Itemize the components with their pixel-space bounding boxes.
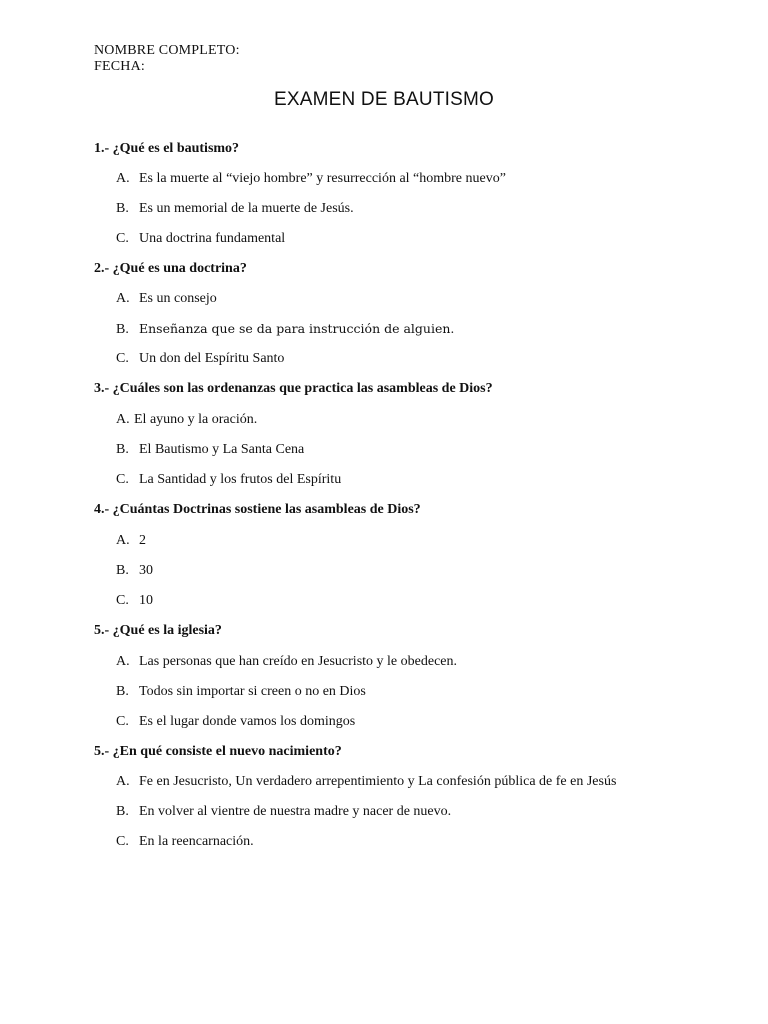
option-text: 2 bbox=[139, 533, 146, 548]
option-letter: C. bbox=[116, 593, 129, 608]
option-letter: B. bbox=[116, 322, 129, 337]
option-text: Es un consejo bbox=[139, 291, 217, 306]
option-letter: B. bbox=[116, 684, 129, 699]
option-letter: B. bbox=[116, 442, 129, 457]
question-4: 4.- ¿Cuántas Doctrinas sostiene las asambleas de Dios? bbox=[94, 502, 421, 517]
question-4-option-a bbox=[116, 532, 146, 550]
question-2-option-c bbox=[116, 350, 284, 368]
option-text: Un don del Espíritu Santo bbox=[139, 351, 285, 366]
option-letter: C. bbox=[116, 351, 129, 366]
option-letter: C. bbox=[116, 472, 129, 487]
option-text: Enseñanza que se da para instrucción de alguien. bbox=[139, 321, 455, 336]
question-4-option-c bbox=[116, 592, 153, 610]
option-letter: B. bbox=[116, 804, 129, 819]
question-3-option-a bbox=[116, 411, 257, 429]
page-title: EXAMEN DE BAUTISMO bbox=[273, 89, 495, 110]
option-text: Las personas que han creído en Jesucristo y le obedecen. bbox=[139, 654, 457, 669]
question-2-option-b bbox=[116, 320, 454, 339]
option-text: En volver al vientre de nuestra madre y nacer de nuevo. bbox=[139, 804, 452, 819]
question-5-option-c bbox=[116, 713, 355, 731]
date-field-label: FECHA: bbox=[94, 59, 145, 74]
option-letter: A. bbox=[116, 412, 130, 427]
question-4-option-b bbox=[116, 562, 153, 580]
option-letter: C. bbox=[116, 834, 129, 849]
option-text: Fe en Jesucristo, Un verdadero arrepentimiento y La confesión pública de fe en Jesús bbox=[139, 774, 617, 789]
option-letter: A. bbox=[116, 774, 130, 789]
question-6-option-c bbox=[116, 833, 254, 851]
option-text: 30 bbox=[139, 563, 153, 578]
option-text: El ayuno y la oración. bbox=[134, 412, 258, 427]
option-letter: A. bbox=[116, 654, 130, 669]
option-letter: B. bbox=[116, 201, 129, 216]
option-text: La Santidad y los frutos del Espíritu bbox=[139, 472, 342, 487]
question-1-option-b bbox=[116, 200, 354, 218]
name-field-label: NOMBRE COMPLETO: bbox=[94, 43, 240, 58]
question-2-option-a bbox=[116, 290, 217, 308]
question-1: 1.- ¿Qué es el bautismo? bbox=[94, 141, 240, 156]
option-text: Una doctrina fundamental bbox=[139, 231, 286, 246]
option-text: Todos sin importar si creen o no en Dios bbox=[139, 684, 366, 699]
option-text: Es el lugar donde vamos los domingos bbox=[139, 714, 356, 729]
question-3-option-b bbox=[116, 441, 304, 459]
question-1-option-c bbox=[116, 230, 285, 248]
question-6-option-b bbox=[116, 803, 451, 821]
question-3: 3.- ¿Cuáles son las ordenanzas que practica las asambleas de Dios? bbox=[94, 381, 493, 396]
option-text: Es la muerte al “viejo hombre” y resurrección al “hombre nuevo” bbox=[139, 171, 506, 186]
option-text: 10 bbox=[139, 593, 153, 608]
option-text: En la reencarnación. bbox=[139, 834, 254, 849]
question-3-option-c bbox=[116, 471, 341, 489]
question-1-option-a bbox=[116, 170, 506, 188]
option-letter: C. bbox=[116, 714, 129, 729]
option-letter: B. bbox=[116, 563, 129, 578]
question-5-option-b bbox=[116, 683, 366, 701]
option-letter: C. bbox=[116, 231, 129, 246]
question-6: 5.- ¿En qué consiste el nuevo nacimiento? bbox=[94, 744, 342, 759]
option-text: El Bautismo y La Santa Cena bbox=[139, 442, 305, 457]
question-6-option-a bbox=[116, 773, 616, 791]
option-letter: A. bbox=[116, 171, 130, 186]
question-5: 5.- ¿Qué es la iglesia? bbox=[94, 623, 222, 638]
option-letter: A. bbox=[116, 533, 130, 548]
option-text: Es un memorial de la muerte de Jesús. bbox=[139, 201, 354, 216]
question-5-option-a bbox=[116, 653, 457, 671]
question-2: 2.- ¿Qué es una doctrina? bbox=[94, 261, 247, 276]
option-letter: A. bbox=[116, 291, 130, 306]
